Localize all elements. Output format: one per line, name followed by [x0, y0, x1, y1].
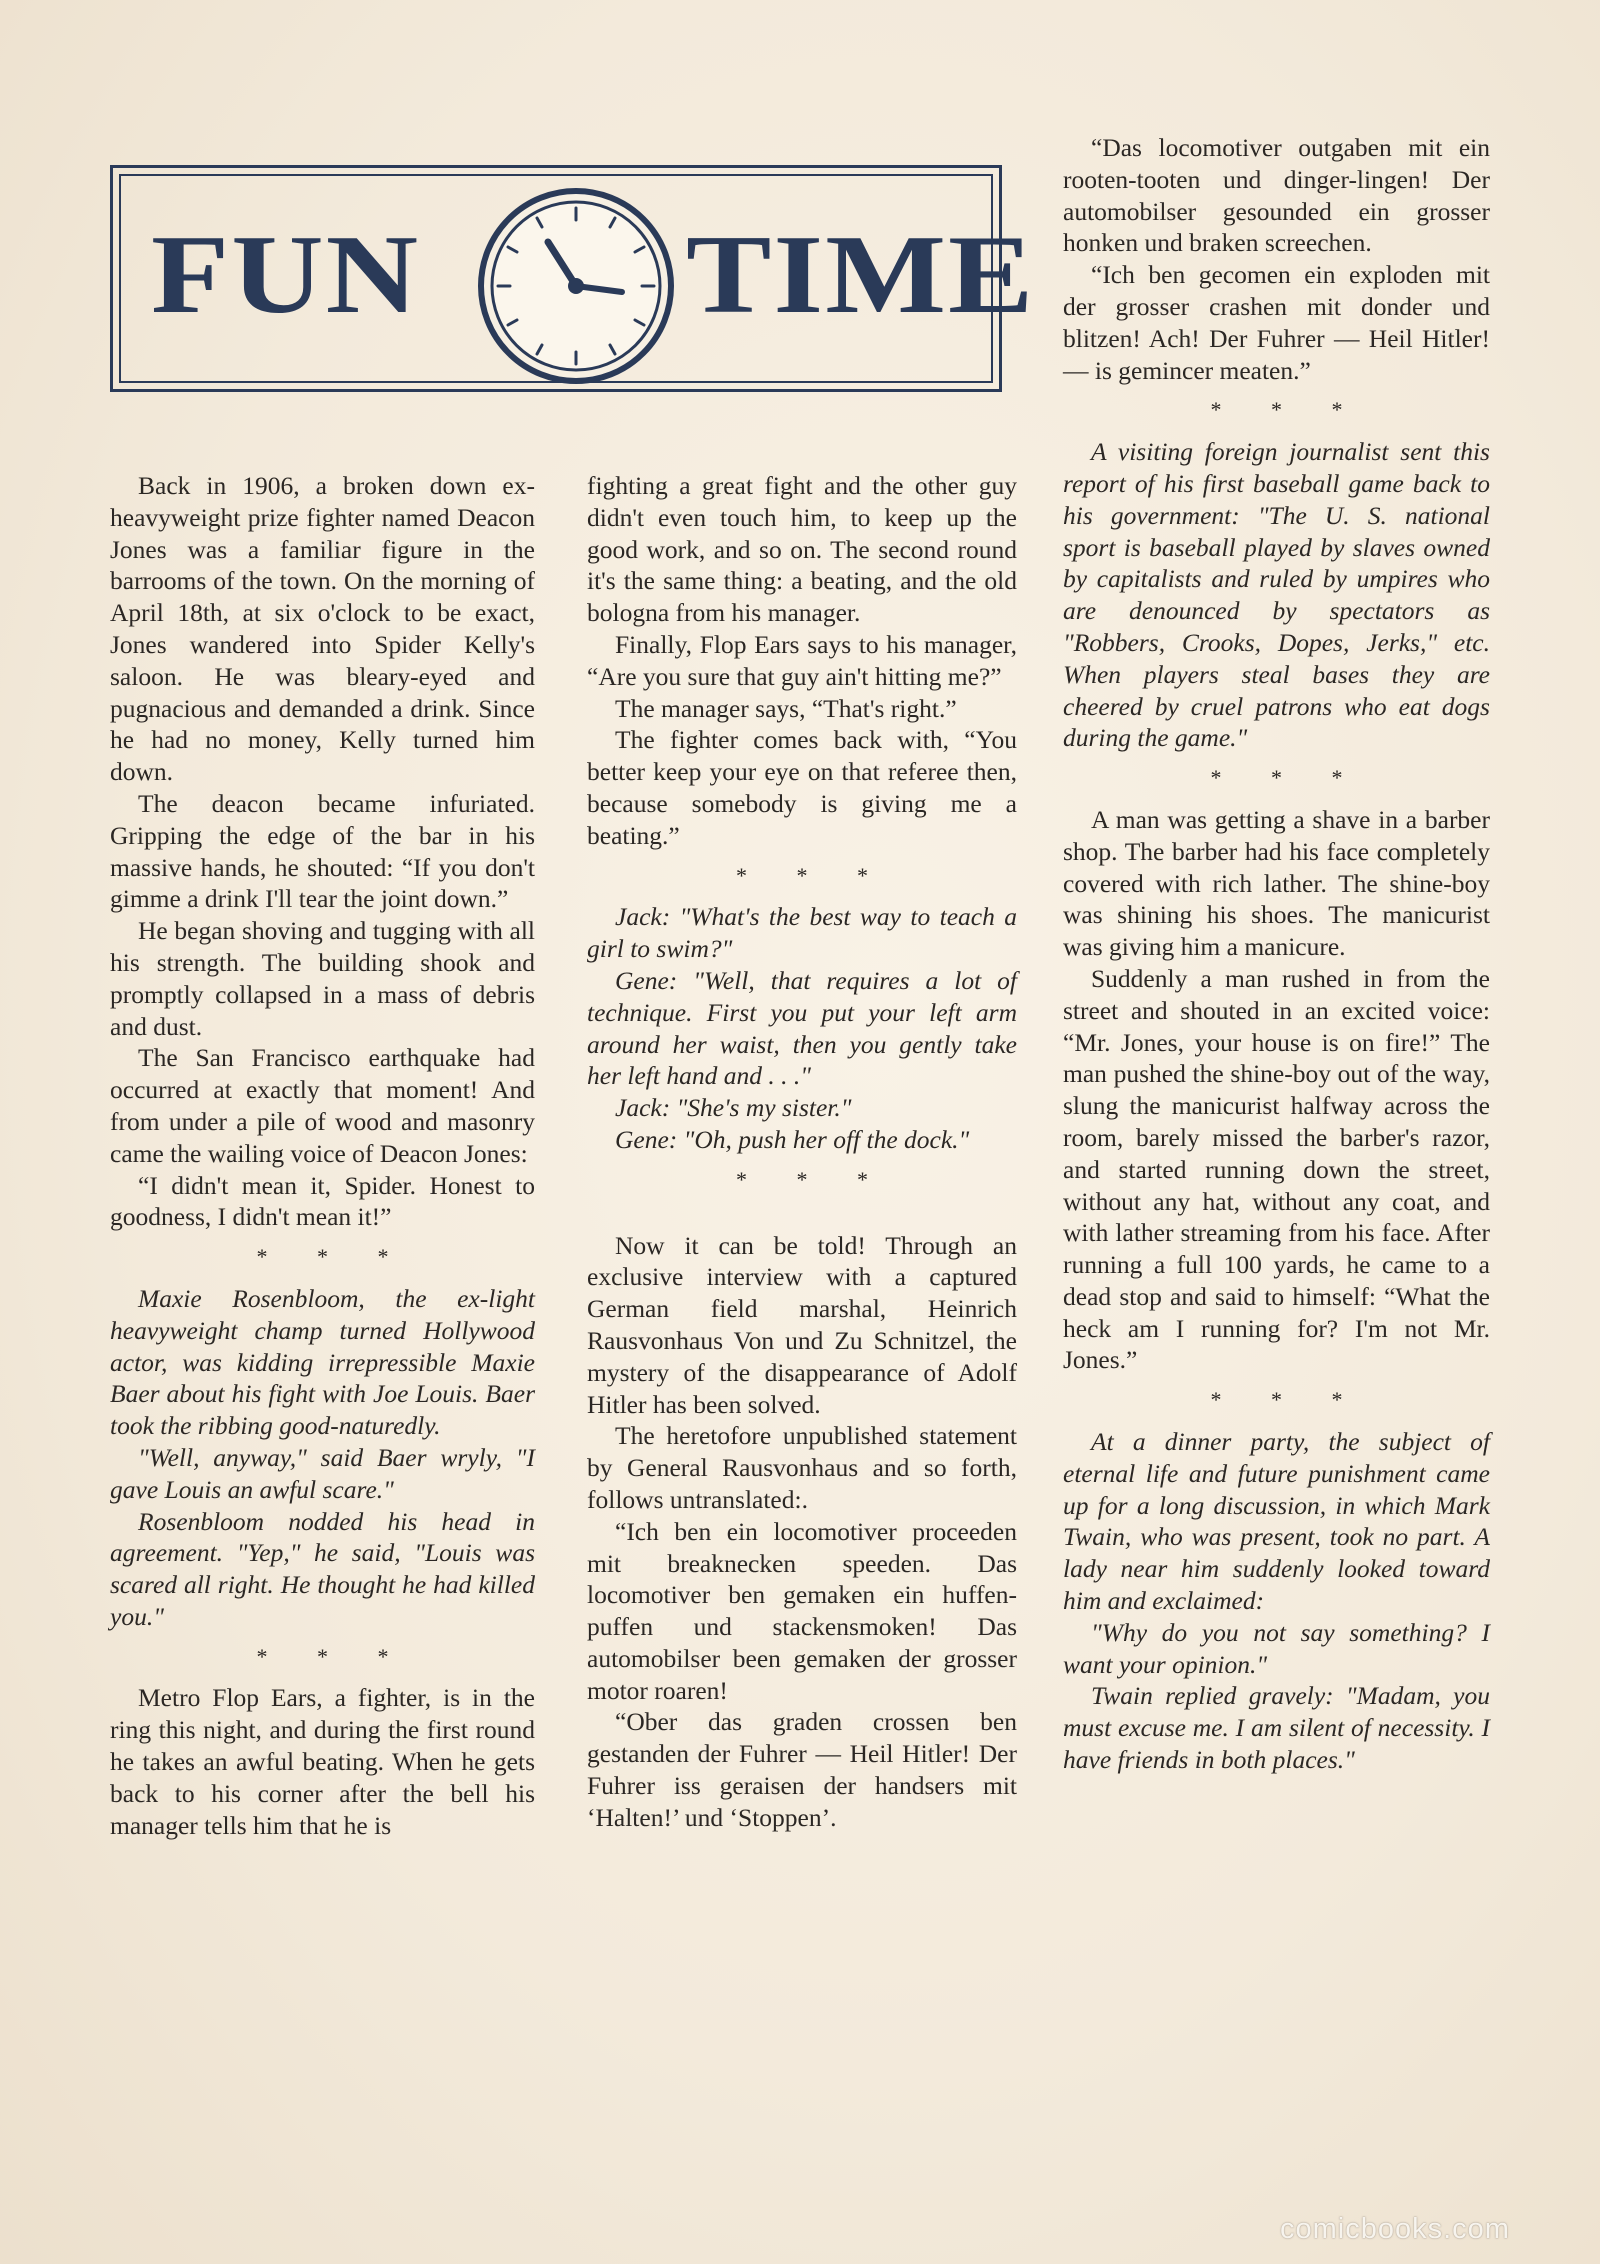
section-separator: * * * [1210, 397, 1365, 423]
banner-word-time: TIME [686, 211, 1036, 337]
paragraph: The San Francisco earthquake had occurred at exactly that moment! And from under a pile of wood and masonry came the wailing voice of Deacon Jones: [110, 1043, 535, 1168]
paragraph: He began shoving and tugging with all his strength. The building shook and promptly collapsed in a mass of debris and dust. [110, 916, 535, 1041]
paragraph: A visiting foreign journalist sent this report of his first baseball game back to his government: "The U. S. national sport is baseball played by slaves owned by capitalists and ruled by umpires who are denounced by spectators as "Robbers, Crooks, Dopes, Jerks," etc. When players steal bases they are cheered by cruel patrons who eat dogs during the game." [1063, 437, 1490, 753]
banner-word-fun: FUN [151, 211, 421, 337]
paragraph: Suddenly a man rushed in from the street and shouted in an excited voice: “Mr. Jones, your house is on fire!” The man pushed the shine-boy out of the way, slung the manicurist halfway across the room, barely missed the barber's razor, and started running down the street, without any hat, without any coat, and with lather streaming from his face. After running a full 100 yards, he came to a dead stop and said to himself: “What the heck am I running for? I'm not Mr. Jones.” [1063, 963, 1490, 1375]
paragraph: Back in 1906, a broken down ex-heavyweight prize fighter named Deacon Jones was a familiar figure in the barrooms of the town. On the morning of April 18th, at six o'clock to be exact, Jones wandered into Spider Kelly's saloon. He was bleary-eyed and pugnacious and demanded a drink. Since he had no money, Kelly turned him down. [110, 471, 535, 787]
paragraph: “Ich ben gecomen ein exploden mit der grosser crashen mit donder und blitzen! Ach! Der Fuhrer — Heil Hitler! — is gemincer meaten.” [1063, 260, 1490, 385]
column-2 [587, 470, 1017, 1834]
paragraph: Metro Flop Ears, a fighter, is in the ring this night, and during the first round he takes an awful beating. When he gets back to his corner after the bell his manager tells him that he is [110, 1683, 535, 1840]
column-1 [110, 470, 535, 1841]
paragraph: The fighter comes back with, “You better keep your eye on that referee then, because somebody is giving me a beating.” [587, 725, 1017, 850]
paragraph: "Well, anyway," said Baer wryly, "I gave Louis an awful scare." [110, 1442, 535, 1504]
spacer [587, 1206, 1017, 1230]
paragraph: Maxie Rosenbloom, the ex-light heavyweight champ turned Hollywood actor, was kidding irrepressible Maxie Baer about his fight with Joe Louis. Baer took the ribbing good-naturedly. [110, 1283, 535, 1441]
section-separator: * * * [256, 1643, 411, 1669]
section-separator: * * * [1210, 765, 1365, 791]
paragraph: “Ich ben ein locomotiver proceeden mit breaknecken speeden. Das locomotiver ben gemaken ein huffen-puffen und stackensmoken! Das automobilser been gemaken der grosser motor roaren! [587, 1516, 1017, 1705]
source-watermark: comicbooks.com [1280, 2213, 1510, 2245]
fun-time-banner [110, 165, 1036, 392]
paragraph: “Das locomotiver outgaben mit ein rooten-tooten und dinger-lingen! Der automobilser gesounded ein grosser honken und braken screechen. [1063, 133, 1490, 258]
section-separator: * * * [256, 1244, 411, 1270]
paragraph: Finally, Flop Ears says to his manager, “Are you sure that guy ain't hitting me?” [587, 629, 1017, 691]
paragraph: Jack: "What's the best way to teach a girl to swim?" [587, 902, 1017, 964]
paragraph: The deacon became infuriated. Gripping the edge of the bar in his massive hands, he shouted: “If you don't gimme a drink I'll tear the joint down.” [110, 788, 535, 914]
paragraph: The heretofore unpublished statement by General Rausvonhaus and so forth, follows untranslated:. [587, 1421, 1017, 1514]
paragraph: Now it can be told! Through an exclusive interview with a captured German field marshal, Heinrich Rausvonhaus Von und Zu Schnitzel, the mystery of the disappearance of Adolf Hitler has been solved. [587, 1230, 1017, 1419]
paragraph: Twain replied gravely: "Madam, you must excuse me. I am silent of necessity. I have friends in both places." [1063, 1681, 1490, 1775]
paragraph: Gene: "Well, that requires a lot of technique. First you put your left arm around her waist, then you gently take her left hand and . . ." [587, 965, 1017, 1091]
paragraph: At a dinner party, the subject of eternal life and future punishment came up for a long discussion, in which Mark Twain, who was present, took no part. A lady near him suddenly looked toward him and exclaimed: [1063, 1427, 1490, 1616]
column-3 [1063, 132, 1490, 1776]
section-separator: * * * [736, 862, 890, 888]
paragraph: Gene: "Oh, push her off the dock." [615, 1124, 970, 1154]
banner-frame [119, 174, 1036, 383]
paragraph: fighting a great fight and the other guy didn't even touch him, to keep up the good work, and so on. The second round it's the same thing: a beating, and the old bologna from his manager. [587, 471, 1017, 628]
paragraph: Rosenbloom nodded his head in agreement. "Yep," he said, "Louis was scared all right. He thought he had killed you." [110, 1506, 535, 1631]
paragraph: "Why do you not say something? I want your opinion." [1063, 1617, 1490, 1679]
section-separator: * * * [736, 1166, 890, 1192]
clock-icon [474, 184, 678, 388]
paragraph: The manager says, “That's right.” [615, 693, 957, 723]
paragraph: “I didn't mean it, Spider. Honest to goodness, I didn't mean it!” [110, 1170, 535, 1232]
section-separator: * * * [1210, 1387, 1365, 1413]
paragraph: “Ober das graden crossen ben gestanden der Fuhrer — Heil Hitler! Der Fuhrer iss geraisen der handsers mit ‘Halten!’ und ‘Stoppen’. [587, 1707, 1017, 1832]
paragraph: Jack: "She's my sister." [615, 1093, 852, 1123]
paragraph: A man was getting a shave in a barber shop. The barber had his face completely covered with rich lather. The shine-boy was shining his shoes. The manicurist was giving him a manicure. [1063, 804, 1490, 962]
